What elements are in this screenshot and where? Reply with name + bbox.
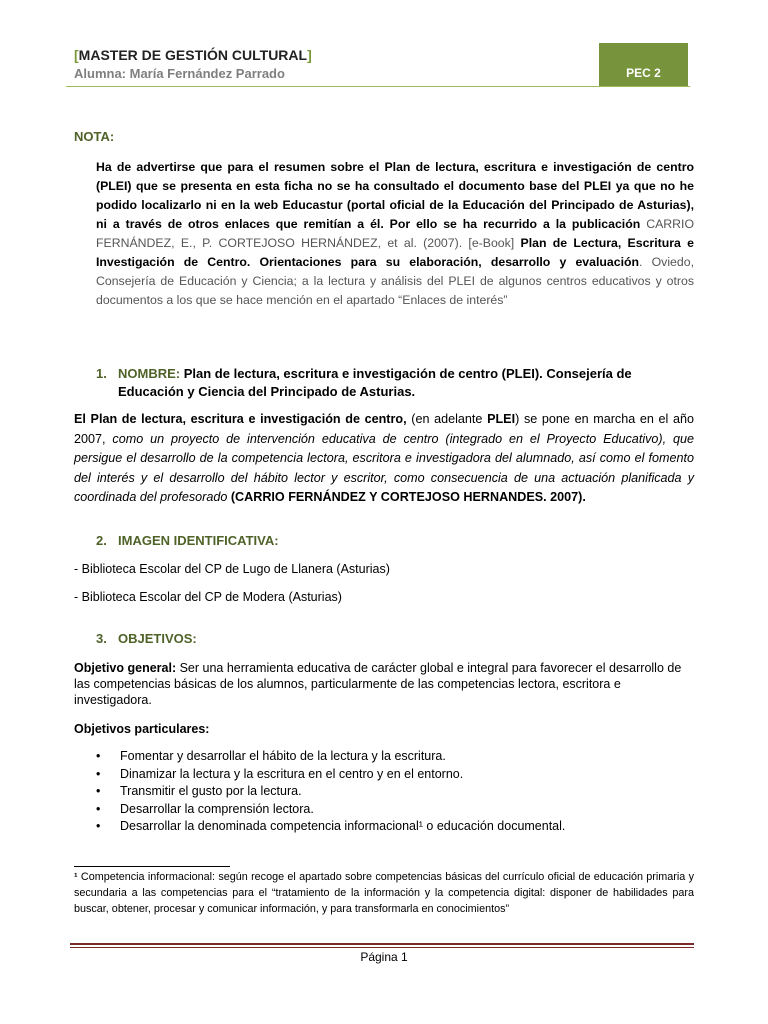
bullet-icon: • xyxy=(96,766,101,781)
section-1-paragraph: El Plan de lectura, escritura e investigación de centro, (en adelante PLEI) se pone en marcha en el año 2007, como un proyecto de intervención educativa de centro (integrado en el Proyecto Educativo), que persigue el desarrollo de la competencia lectora, escritora e investigadora del alumnado, así como el fomento del interés y el desarrollo del hábito lector y escritor, como consecuencia de una actuación planificada y coordinada del profesorado (CARRIO FERNÁNDEZ Y CORTEJOSO HERNANDES. 2007). xyxy=(74,412,695,504)
section-2-heading: 2. IMAGEN IDENTIFICATIVA: xyxy=(96,533,279,548)
bullet-icon: • xyxy=(96,819,101,833)
bullet-icon: • xyxy=(96,801,101,816)
author-line: Alumna: María Fernández Parrado xyxy=(74,66,285,81)
bullet-icon: • xyxy=(96,749,101,763)
nota-heading: NOTA: xyxy=(74,129,115,144)
header-divider xyxy=(66,86,690,87)
list-item: • Fomentar y desarrollar el hábito de la lectura y la escritura. xyxy=(96,749,565,767)
particular-objectives-heading: Objetivos particulares: xyxy=(74,722,210,736)
objectives-list xyxy=(96,749,565,837)
list-item: - Biblioteca Escolar del CP de Lugo de Llanera (Asturias) xyxy=(74,562,390,576)
list-item: • Desarrollar la comprensión lectora. xyxy=(96,802,565,820)
bullet-icon: • xyxy=(96,784,101,798)
list-item: • Transmitir el gusto por la lectura. xyxy=(96,784,565,802)
footer-divider-thin xyxy=(70,947,694,948)
list-item: - Biblioteca Escolar del CP de Modera (Asturias) xyxy=(74,590,342,604)
document-header-title: [MASTER DE GESTIÓN CULTURAL] xyxy=(74,47,312,63)
footnote-divider xyxy=(74,866,230,867)
list-item: • Desarrollar la denominada competencia informacional¹ o educación documental. xyxy=(96,819,565,837)
list-item: • Dinamizar la lectura y la escritura en el centro y en el entorno. xyxy=(96,767,565,785)
page-number: Página 1 xyxy=(360,950,408,964)
footer-divider xyxy=(70,943,694,945)
section-3-heading: 3. OBJETIVOS: xyxy=(96,631,197,646)
pec-badge: PEC 2 xyxy=(599,43,688,87)
general-objective: Objetivo general: Ser una herramienta educativa de carácter global e integral para favorecer el desarrollo de las competencias básicas de los alumnos, particularmente de las competencias lectora, escritora e investigadora. xyxy=(74,661,682,707)
section-1-heading: 1. NOMBRE: Plan de lectura, escritura e investigación de centro (PLEI). Consejería de Educación y Ciencia del Principado de Asturias. xyxy=(96,366,632,399)
nota-paragraph: Ha de advertirse que para el resumen sobre el Plan de lectura, escritura e investigación de centro (PLEI) que se presenta en esta ficha no se ha consultado el documento base del PLEI ya que no he podido localizarlo ni en la web Educastur (portal oficial de la Educación del Principado de Asturias), ni a través de otros enlaces que remitían a él. Por ello se ha recurrido a la publicación CARRIO FERNÁNDEZ, E., P. CORTEJOSO HERNÁNDEZ, et al. (2007). [e-Book] Plan de Lectura, Escritura e Investigación de Centro. Orientaciones para su elaboración, desarrollo y evaluación. Oviedo, Consejería de Educación y Ciencia; a la lectura y análisis del PLEI de algunos centros educativos y otros documentos a los que se hace mención en el apartado “Enlaces de interés” xyxy=(96,160,695,307)
footnote: ¹ Competencia informacional: según recoge el apartado sobre competencias básicas del currículo oficial de educación primaria y secundaria a las competencias para el “tratamiento de la información y la competencia digital: disponer de habilidades para buscar, obtener, procesar y comunicar información, y para transformarla en conocimientos” xyxy=(74,871,695,915)
